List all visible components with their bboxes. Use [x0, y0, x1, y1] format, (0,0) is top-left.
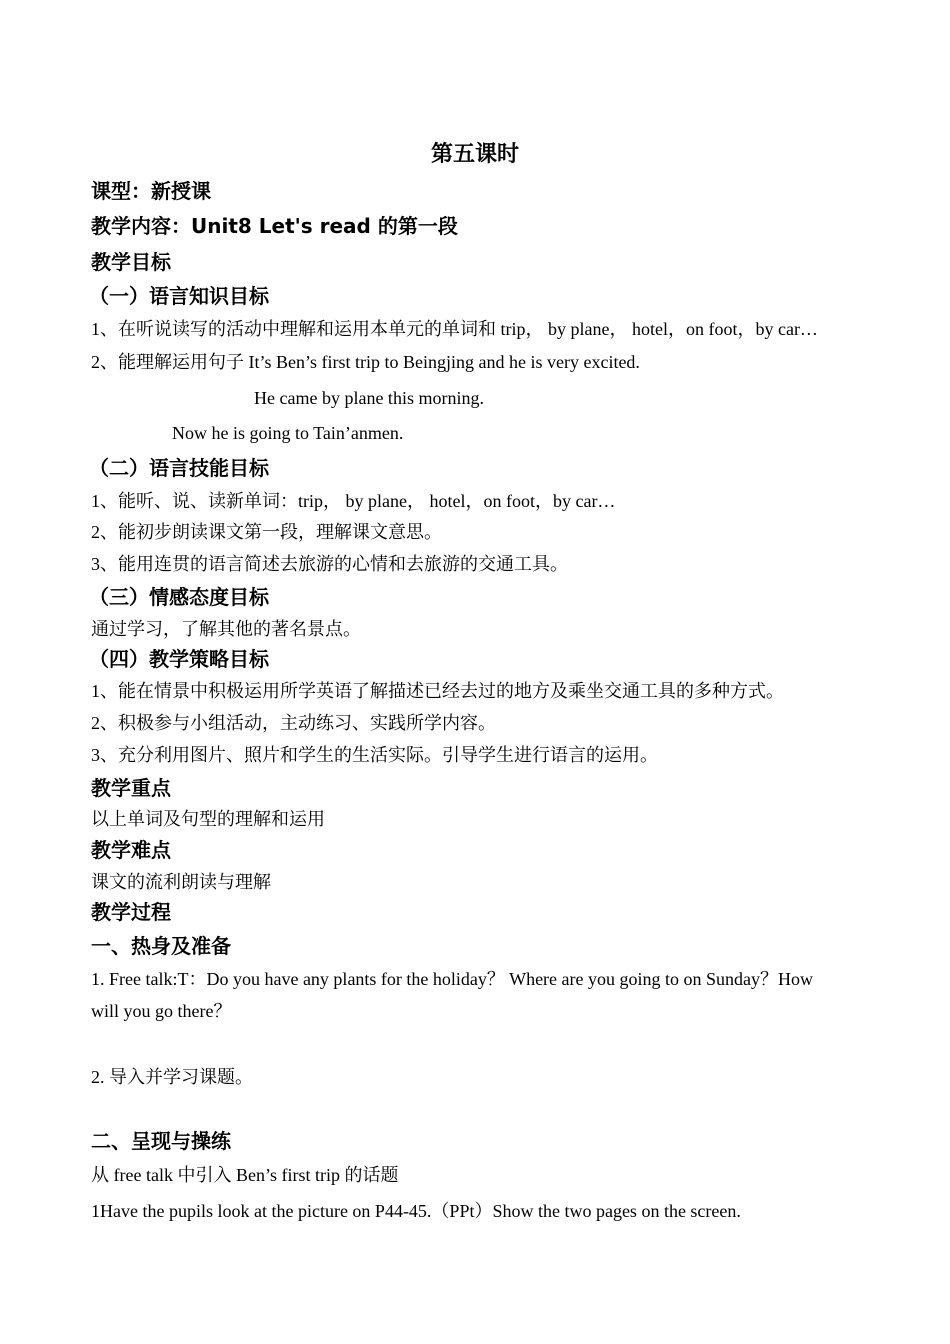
- key-points-text: 以上单词及句型的理解和运用: [91, 809, 325, 829]
- section-4-line-2: 2、积极参与小组活动，主动练习、实践所学内容。: [91, 713, 496, 733]
- lesson-title: 第五课时: [430, 142, 519, 167]
- section-2-line-2: 2、能初步朗读课文第一段，理解课文意思。: [91, 522, 442, 542]
- section-1-line-2: 2、能理解运用句子 It’s Ben’s first trip to Beingjing and he is very excited.: [91, 352, 640, 372]
- objectives-heading: 教学目标: [91, 250, 171, 274]
- warmup-line-1a: 1. Free talk:T：Do you have any plants for the holiday？ Where are you going to on Sunday？How: [91, 969, 814, 989]
- section-3-heading: （三）情感态度目标: [89, 585, 269, 609]
- section-4-line-1: 1、能在情景中积极运用所学英语了解描述已经去过的地方及乘坐交通工具的多种方式。: [91, 681, 784, 701]
- presentation-heading: 二、呈现与操练: [91, 1129, 231, 1153]
- warmup-line-2: 2. 导入并学习课题。: [91, 1067, 253, 1087]
- section-2-line-1: 1、能听、说、读新单词：trip， by plane， hotel，on foot，by car…: [91, 491, 616, 511]
- presentation-line-2: 1Have the pupils look at the picture on P44-45.（PPt）Show the two pages on the screen.: [91, 1201, 741, 1221]
- lesson-type: 课型：新授课: [91, 179, 211, 203]
- section-2-line-3: 3、能用连贯的语言简述去旅游的心情和去旅游的交通工具。: [91, 554, 568, 574]
- section-1-heading: （一）语言知识目标: [89, 284, 269, 308]
- difficulties-text: 课文的流利朗读与理解: [91, 872, 271, 892]
- warmup-line-1b: will you go there？: [91, 1001, 232, 1021]
- section-3-line-1: 通过学习，了解其他的著名景点。: [91, 619, 361, 639]
- section-2-heading: （二）语言技能目标: [89, 456, 269, 480]
- teaching-content: 教学内容：Unit8 Let's read 的第一段: [91, 214, 458, 238]
- section-1-line-1: 1、在听说读写的活动中理解和运用本单元的单词和 trip， by plane， hotel，on foot，by car…: [91, 319, 818, 339]
- section-1-line-3: He came by plane this morning.: [254, 388, 484, 408]
- difficulties-heading: 教学难点: [91, 838, 171, 862]
- warmup-heading: 一、热身及准备: [91, 934, 231, 958]
- process-heading: 教学过程: [91, 900, 171, 924]
- section-4-heading: （四）教学策略目标: [89, 647, 269, 671]
- section-1-line-4: Now he is going to Tain’anmen.: [172, 423, 404, 443]
- key-points-heading: 教学重点: [91, 776, 171, 800]
- presentation-line-1: 从 free talk 中引入 Ben’s first trip 的话题: [91, 1165, 399, 1185]
- section-4-line-3: 3、充分利用图片、照片和学生的生活实际。引导学生进行语言的运用。: [91, 745, 658, 765]
